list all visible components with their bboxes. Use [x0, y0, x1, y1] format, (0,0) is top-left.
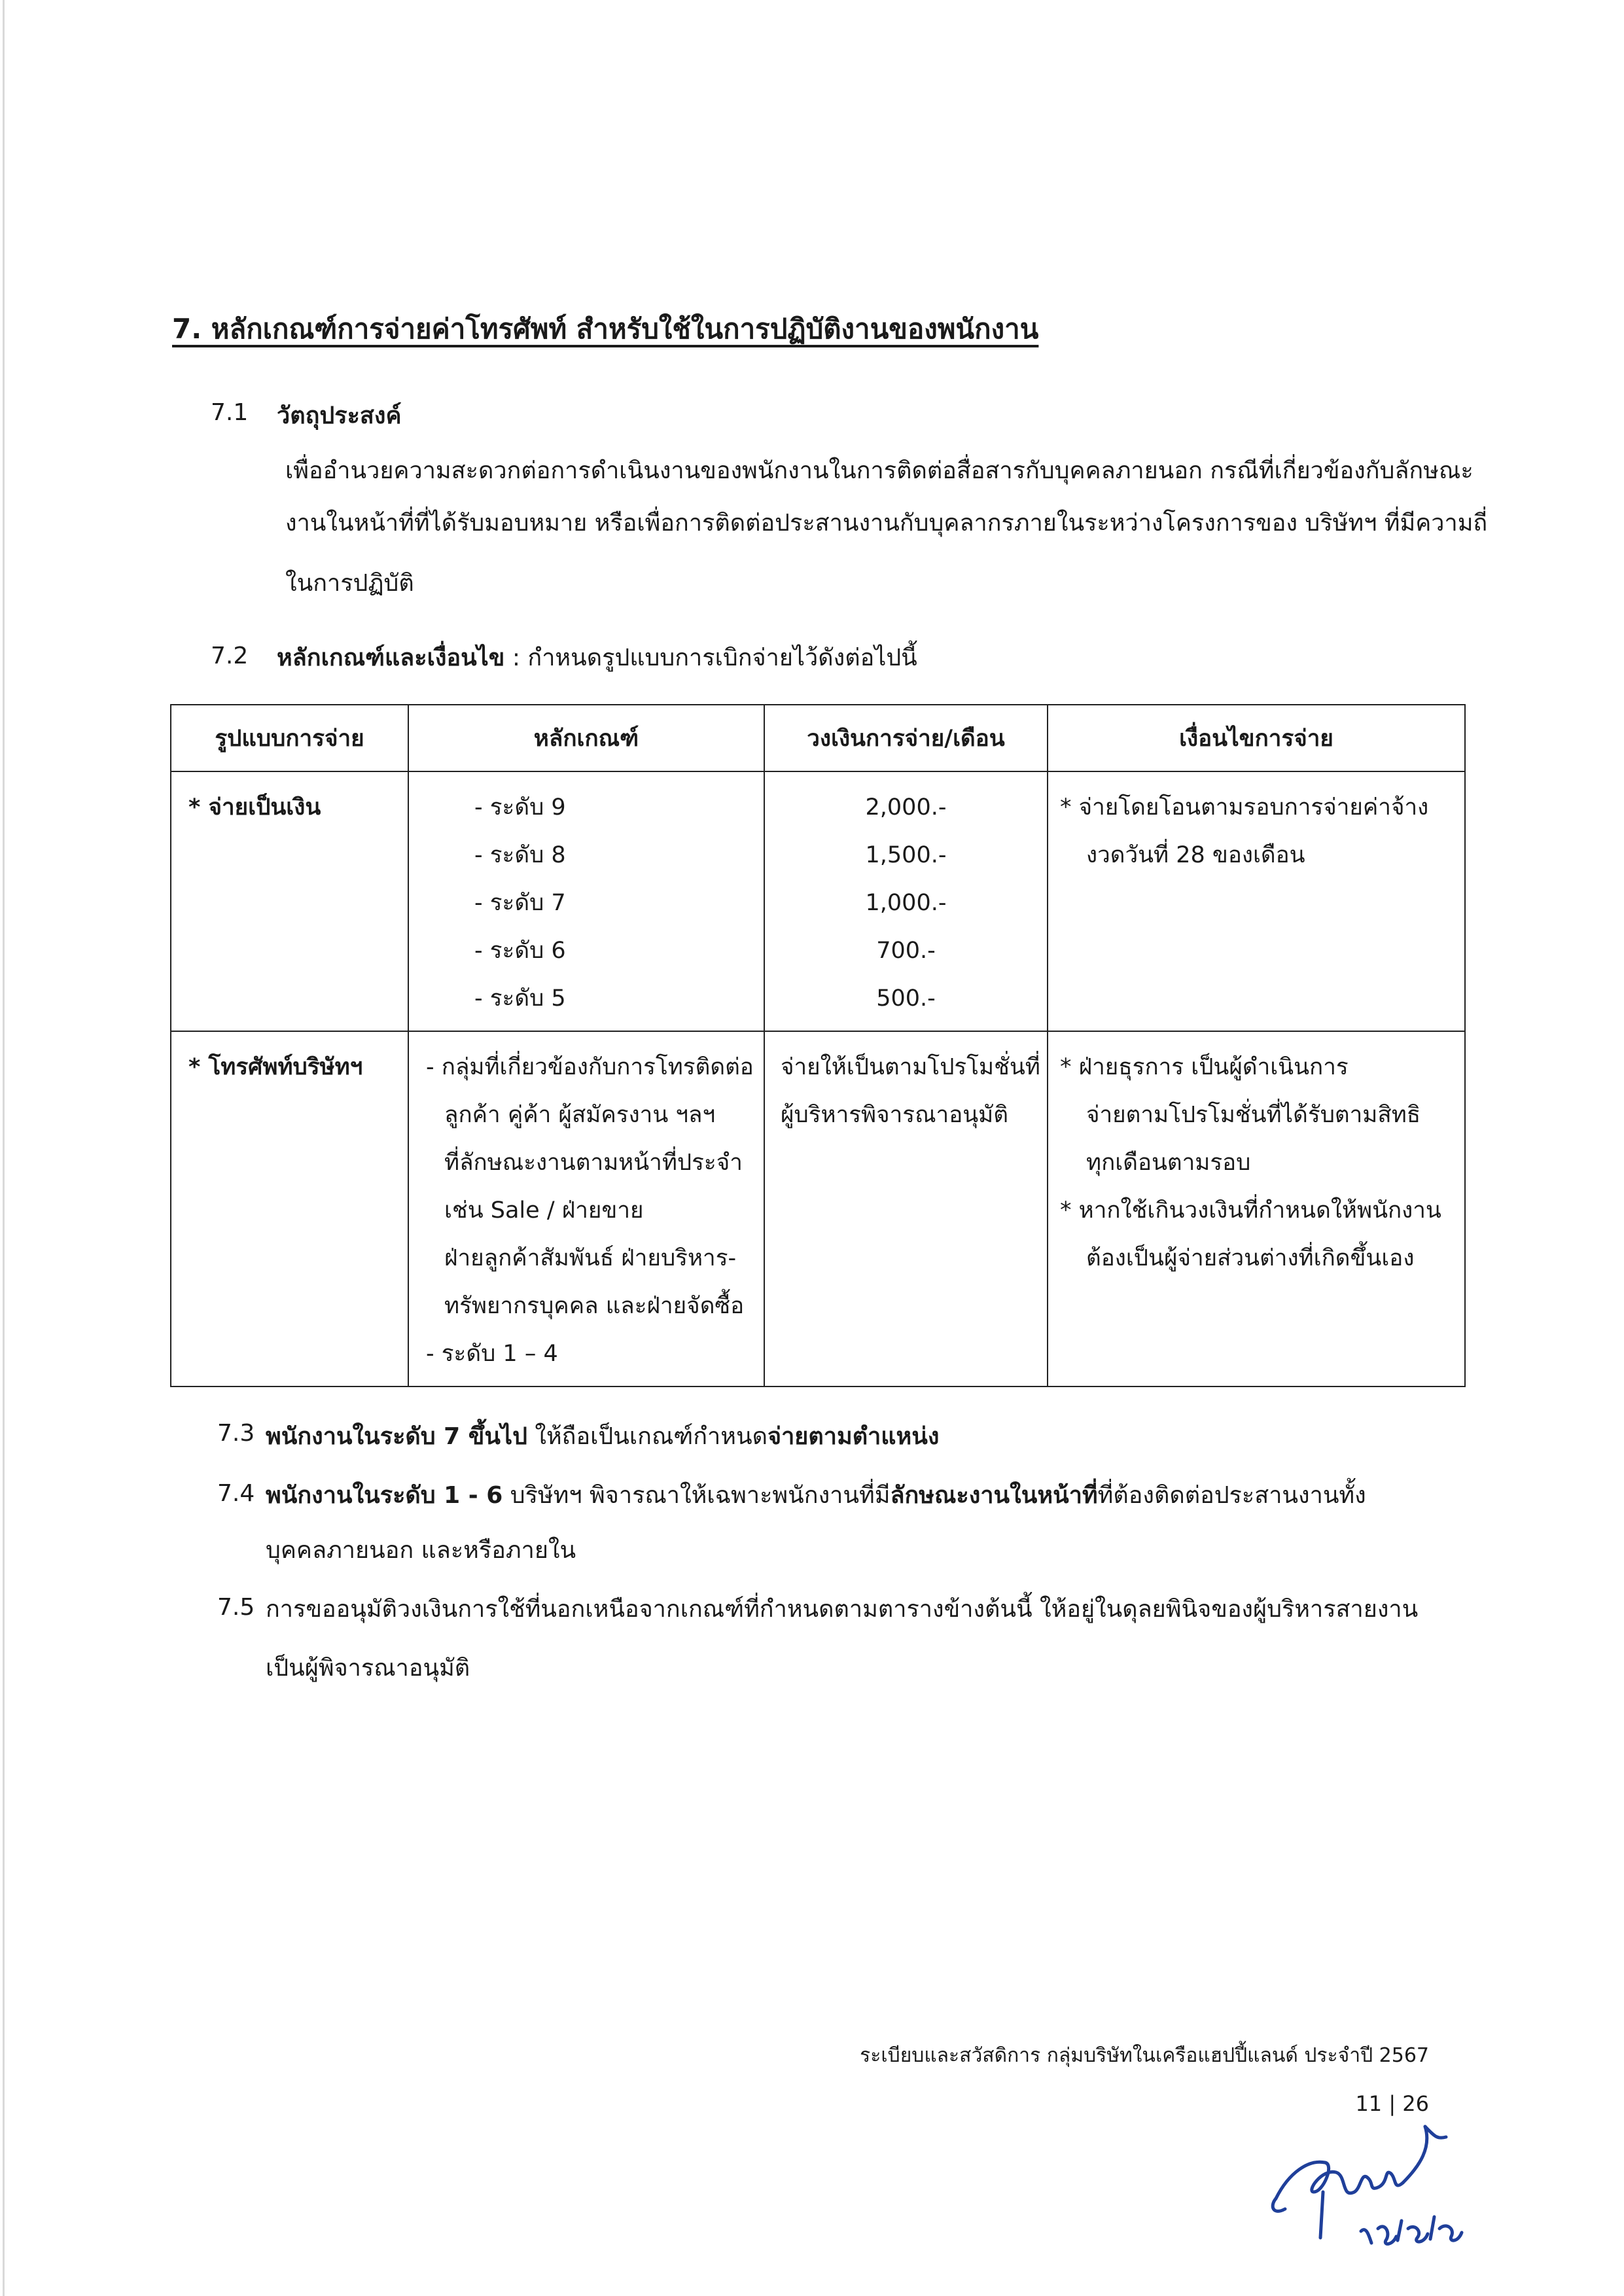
handwritten-signature-icon — [1263, 2100, 1479, 2257]
table-row-cash — [171, 771, 1465, 1031]
criteria-line: ทรัพยากรบุคคล และฝ่ายจัดซื้อ — [444, 1293, 745, 1319]
page-number: 11 | 26 — [1355, 2091, 1429, 2116]
criteria-line: ที่ลักษณะงานตามหน้าที่ประจำ — [444, 1150, 743, 1176]
amount-value: 500.- — [876, 985, 936, 1012]
condition-line: งวดวันที่ 28 ของเดือน — [1086, 842, 1305, 868]
level-item: - ระดับ 8 — [474, 842, 566, 868]
cell-type — [171, 771, 408, 1031]
type-label: * โทรศัพท์บริษัทฯ — [188, 1054, 363, 1080]
amount-value: 1,500.- — [865, 842, 947, 868]
cell-amount — [764, 1031, 1048, 1386]
rule-7-4-bold-b: ลักษณะงานในหน้าที่ — [890, 1482, 1098, 1509]
rule-7-3-bold-a: พนักงานในระดับ 7 ขึ้นไป — [266, 1423, 527, 1450]
criteria-line — [277, 639, 917, 676]
level-item: - ระดับ 9 — [474, 794, 566, 821]
condition-line: ต้องเป็นผู้จ่ายส่วนต่างที่เกิดขึ้นเอง — [1086, 1245, 1415, 1271]
rule-7-4-line-2: บุคคลภายนอก และหรือภายใน — [266, 1537, 576, 1564]
amount-line: จ่ายให้เป็นตามโปรโมชั่นที่ — [781, 1054, 1040, 1080]
header-criteria: หลักเกณฑ์ — [408, 705, 764, 771]
table-header-row — [171, 705, 1465, 771]
rule-7-5-line-2: เป็นผู้พิจารณาอนุมัติ — [266, 1655, 470, 1682]
rule-7-4-number: 7.4 — [217, 1480, 255, 1507]
table-row-company-phone — [171, 1031, 1465, 1386]
amount-value: 1,000.- — [865, 890, 947, 916]
footer-text: ระเบียบและสวัสดิการ กลุ่มบริษัทในเครือแฮปปี้แลนด์ ประจำปี 2567 — [860, 2044, 1429, 2067]
header-conditions: เงื่อนไขการจ่าย — [1048, 705, 1465, 771]
criteria-rest: : กำหนดรูปแบบการเบิกจ่ายไว้ดังต่อไปนี้ — [504, 645, 917, 671]
amount-line: ผู้บริหารพิจารณาอนุมัติ — [781, 1102, 1008, 1128]
criteria-line: เช่น Sale / ฝ่ายขาย — [444, 1197, 644, 1224]
rule-7-4-normal-b: ที่ต้องติดต่อประสานงานทั้ง — [1097, 1482, 1366, 1509]
cell-conditions — [1048, 1031, 1465, 1386]
page-edge-line — [3, 0, 5, 2296]
criteria-line: - ระดับ 1 – 4 — [426, 1341, 558, 1367]
level-item: - ระดับ 6 — [474, 938, 566, 964]
cell-criteria — [408, 771, 764, 1031]
criteria-line: ลูกค้า คู่ค้า ผู้สมัครงาน ฯลฯ — [444, 1102, 716, 1128]
type-label: * จ่ายเป็นเงิน — [188, 794, 321, 821]
objective-line-2: งานในหน้าที่ที่ได้รับมอบหมาย หรือเพื่อการติดต่อประสานงานกับบุคลากรภายในระหว่างโครงการของ บริษัทฯ ที่มีความถี่ — [285, 510, 1488, 537]
criteria-number: 7.2 — [211, 643, 249, 669]
cell-criteria — [408, 1031, 764, 1386]
rule-7-4-bold-a: พนักงานในระดับ 1 - 6 — [266, 1482, 503, 1509]
rule-7-3-text — [266, 1417, 939, 1455]
rule-7-3-number: 7.3 — [217, 1420, 255, 1447]
condition-line: * ฝ่ายธุรการ เป็นผู้ดำเนินการ — [1060, 1054, 1349, 1080]
rule-7-4-normal-a: บริษัทฯ พิจารณาให้เฉพาะพนักงานที่มี — [503, 1482, 891, 1509]
objective-number: 7.1 — [211, 399, 249, 426]
level-item: - ระดับ 7 — [474, 890, 566, 916]
cell-amount — [764, 771, 1048, 1031]
cell-conditions — [1048, 771, 1465, 1031]
condition-line: * จ่ายโดยโอนตามรอบการจ่ายค่าจ้าง — [1060, 794, 1429, 821]
payment-table — [170, 704, 1466, 1387]
condition-line: ทุกเดือนตามรอบ — [1086, 1150, 1251, 1176]
level-item: - ระดับ 5 — [474, 985, 566, 1012]
cell-type — [171, 1031, 408, 1386]
condition-line: * หากใช้เกินวงเงินที่กำหนดให้พนักงาน — [1060, 1197, 1441, 1224]
objective-title: วัตถุประสงค์ — [277, 402, 402, 429]
amount-value: 700.- — [876, 938, 936, 964]
condition-line: จ่ายตามโปรโมชั่นที่ได้รับตามสิทธิ — [1086, 1102, 1421, 1128]
header-payment-type: รูปแบบการจ่าย — [171, 705, 408, 771]
objective-line-3: ในการปฏิบัติ — [285, 570, 414, 597]
rule-7-4-line-1 — [266, 1476, 1366, 1513]
rule-7-5-number: 7.5 — [217, 1594, 255, 1621]
header-amount: วงเงินการจ่าย/เดือน — [764, 705, 1048, 771]
criteria-line: - กลุ่มที่เกี่ยวข้องกับการโทรติดต่อ — [426, 1054, 754, 1080]
criteria-title: หลักเกณฑ์และเงื่อนไข — [277, 645, 505, 671]
rule-7-3-normal: ให้ถือเป็นเกณฑ์กำหนด — [527, 1423, 768, 1450]
criteria-line: ฝ่ายลูกค้าสัมพันธ์ ฝ่ายบริหาร- — [444, 1245, 737, 1271]
rule-7-3-bold-b: จ่ายตามตำแหน่ง — [767, 1423, 940, 1450]
objective-line-1: เพื่ออำนวยความสะดวกต่อการดำเนินงานของพนักงานในการติดต่อสื่อสารกับบุคคลภายนอก กรณีที่เกี่ยวข้องกับลักษณะ — [285, 457, 1474, 484]
rule-7-5-line-1: การขออนุมัติวงเงินการใช้ที่นอกเหนือจากเกณฑ์ที่กำหนดตามตารางข้างต้นนี้ ให้อยู่ในดุลยพินิจของผู้บริหารสายงาน — [266, 1596, 1419, 1623]
section-heading: 7. หลักเกณฑ์การจ่ายค่าโทรศัพท์ สำหรับใช้ในการปฏิบัติงานของพนักงาน — [172, 313, 1039, 345]
amount-value: 2,000.- — [865, 794, 947, 821]
